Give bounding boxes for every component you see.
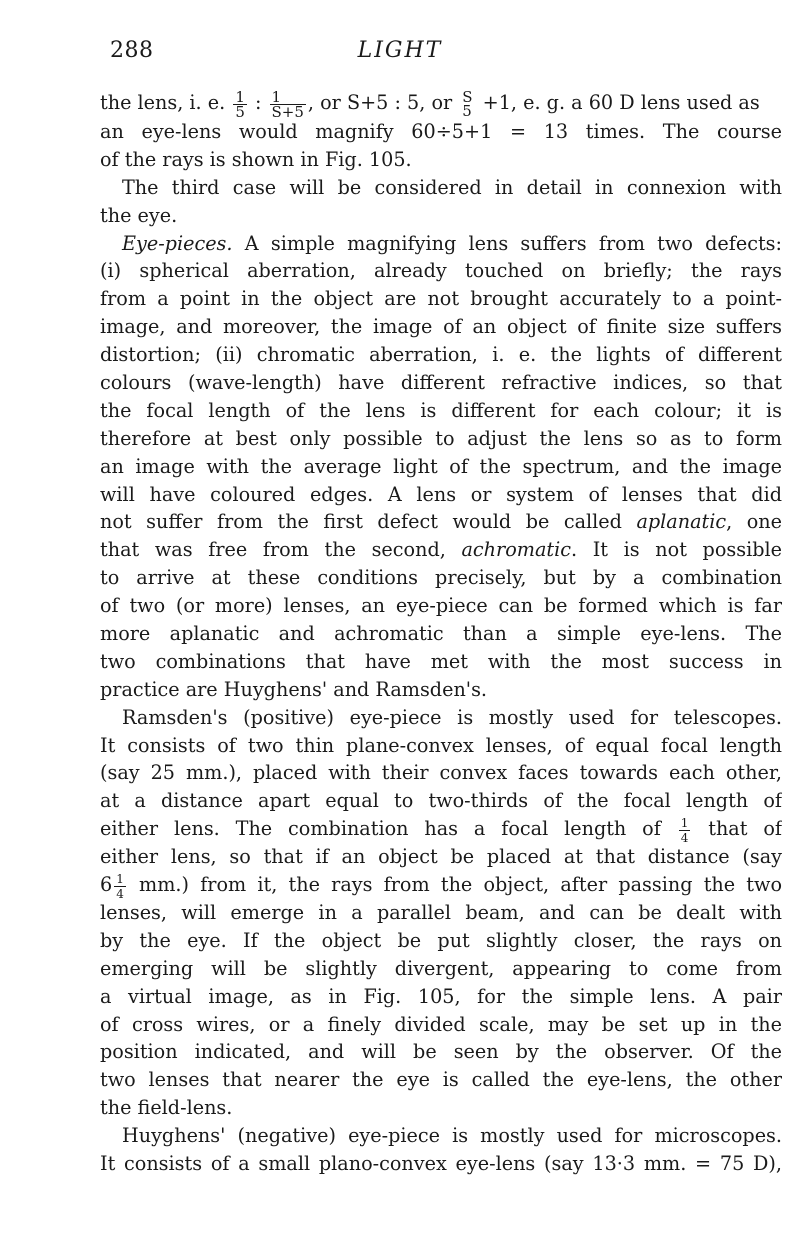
text-line <box>100 1094 782 1122</box>
text-run: two lenses that nearer the eye is called the eye-lens, the other <box>100 1068 782 1092</box>
italic-term: aplanatic <box>636 510 727 534</box>
fraction-numerator: 1 <box>235 88 245 106</box>
fraction-numerator: S <box>462 88 473 106</box>
text-run: to arrive at these conditions precisely, but by a combination <box>100 566 782 590</box>
text-line <box>100 871 782 899</box>
text-run: . It is not possible <box>570 538 782 562</box>
text-line <box>100 676 782 704</box>
text-line <box>100 815 782 843</box>
text-line <box>100 1011 782 1039</box>
text-line <box>100 174 782 202</box>
text-run: the eye. <box>100 203 178 227</box>
fraction-denominator: 5 <box>235 102 245 118</box>
text-run: mm.) from it, the rays from the object, after passing the two <box>127 873 782 897</box>
text-run: more aplanatic and achromatic than a simple eye-lens. The <box>100 622 782 646</box>
fraction-denominator: 4 <box>116 886 124 899</box>
text-line <box>100 732 782 760</box>
text-run: from a point in the object are not brought accurately to a point- <box>100 287 782 311</box>
fraction <box>233 90 247 119</box>
text-run: an image with the average light of the spectrum, and the image <box>100 454 782 478</box>
text-line <box>100 1122 782 1150</box>
text-run: will have coloured edges. A lens or system of lenses that did <box>100 482 782 506</box>
text-run: , or S+5 : 5, or <box>307 91 459 114</box>
text-line <box>100 397 782 425</box>
text-run: an eye-lens would magnify 60÷5+1 = 13 times. The course <box>100 120 782 143</box>
text-line <box>100 202 782 230</box>
text-run: colours (wave-length) have different refractive indices, so that <box>100 371 782 395</box>
text-line <box>100 257 782 285</box>
text-run: the focal length of the lens is different for each colour; it is <box>100 398 782 422</box>
text-run: by the eye. If the object be put slightly closer, the rays on <box>100 928 782 952</box>
text-line <box>100 230 782 258</box>
text-line <box>100 592 782 620</box>
fraction <box>114 872 126 899</box>
text-line <box>100 369 782 397</box>
text-run: : <box>248 91 268 114</box>
page-header <box>0 36 800 70</box>
text-run: It consists of a small plano-convex eye-lens (say 13·3 mm. = 75 D), <box>100 1151 782 1175</box>
text-line <box>100 759 782 787</box>
text-run: 6 <box>100 873 113 897</box>
text-run: distortion; (ii) chromatic aberration, i. e. the lights of different <box>100 343 782 367</box>
text-run: image, and moreover, the image of an object of finite size suffers <box>100 315 782 339</box>
fraction-numerator: 1 <box>270 90 306 105</box>
page-number: 288 <box>110 38 154 63</box>
fraction <box>679 816 691 843</box>
text-line <box>100 620 782 648</box>
text-run: two combinations that have met with the most success in <box>100 649 782 673</box>
text-run: either lens. The combination has a focal length of <box>100 817 677 841</box>
text-line <box>100 648 782 676</box>
text-run: of two (or more) lenses, an eye-piece can be formed which is far <box>100 594 782 618</box>
text-run: of cross wires, or a finely divided scale, may be set up in the <box>100 1012 782 1036</box>
text-run: Huyghens' (negative) eye-piece is mostly used for microscopes. <box>122 1124 782 1148</box>
text-line <box>100 843 782 871</box>
fraction-denominator: 5 <box>462 102 472 118</box>
text-line <box>100 899 782 927</box>
text-line <box>100 704 782 732</box>
text-line <box>100 341 782 369</box>
text-run: +1, e. g. a 60 D lens used as <box>476 91 760 114</box>
text-line <box>100 285 782 313</box>
text-run: position indicated, and will be seen by the observer. Of the <box>100 1040 782 1064</box>
text-line <box>100 564 782 592</box>
text-line <box>100 787 782 815</box>
text-run: emerging will be slightly divergent, appearing to come from <box>100 956 782 980</box>
text-line <box>100 453 782 481</box>
text-line <box>100 955 782 983</box>
fraction <box>460 90 474 118</box>
fraction-denominator: 4 <box>680 830 689 844</box>
fraction-denominator: S+5 <box>271 102 304 118</box>
section-heading: Eye-pieces. <box>122 231 233 255</box>
text-run: It consists of two thin plane-convex lenses, of equal focal length <box>100 733 782 757</box>
running-head: LIGHT <box>357 38 443 63</box>
text-line <box>100 425 782 453</box>
text-line <box>100 146 782 174</box>
text-run: either lens, so that if an object be placed at that distance (say <box>100 845 782 869</box>
italic-term: achromatic <box>461 538 571 562</box>
text-line <box>100 927 782 955</box>
text-run: (i) spherical aberration, already touched on briefly; the rays <box>100 259 782 283</box>
text-run: (say 25 mm.), placed with their convex faces towards each other, <box>100 761 782 785</box>
text-run: a virtual image, as in Fig. 105, for the simple lens. A pair <box>100 984 782 1008</box>
text-line <box>100 508 782 536</box>
text-line <box>100 983 782 1011</box>
text-line <box>100 1150 782 1178</box>
text-run: A simple magnifying lens suffers from two defects: <box>232 231 782 255</box>
text-run: the lens, i. e. <box>100 91 232 114</box>
text-run: that was free from the second, <box>100 538 462 562</box>
text-run: of the rays is shown in Fig. 105. <box>100 147 412 171</box>
text-line <box>100 536 782 564</box>
fraction-numerator: 1 <box>116 871 124 886</box>
text-run: at a distance apart equal to two-thirds of the focal length of <box>100 789 782 813</box>
text-line <box>100 313 782 341</box>
text-line <box>100 1066 782 1094</box>
text-line <box>100 481 782 509</box>
text-run: lenses, will emerge in a parallel beam, and can be dealt with <box>100 900 782 924</box>
fraction <box>270 90 306 119</box>
text-run: therefore at best only possible to adjust the lens so as to form <box>100 426 782 450</box>
text-run: Ramsden's (positive) eye-piece is mostly used for telescopes. <box>122 705 782 729</box>
text-line <box>100 88 782 118</box>
text-run: The third case will be considered in detail in connexion with <box>122 175 782 199</box>
text-line <box>100 118 782 146</box>
text-run: not suffer from the first defect would be called <box>100 510 637 534</box>
text-run: the field-lens. <box>100 1096 233 1120</box>
body-text <box>100 88 782 1178</box>
text-run: practice are Huyghens' and Ramsden's. <box>100 677 488 701</box>
text-run: that of <box>692 817 782 841</box>
fraction-numerator: 1 <box>680 815 689 830</box>
text-run: , one <box>726 510 782 534</box>
text-line <box>100 1038 782 1066</box>
